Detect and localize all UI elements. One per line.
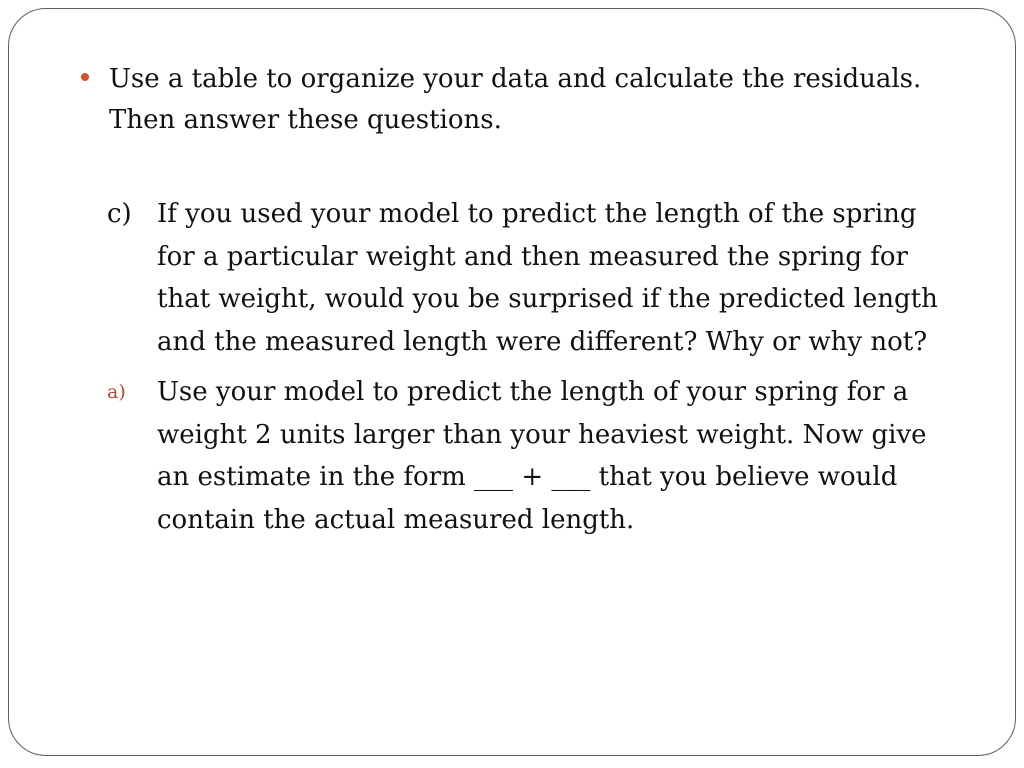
question-a-text bbox=[157, 371, 957, 541]
question-c-text bbox=[157, 193, 957, 363]
question-a-line-4: contain the actual measured length. bbox=[157, 504, 635, 535]
bullet-dot-icon bbox=[81, 73, 89, 81]
main-bullet-line-1: Use a table to organize your data and calculate the residuals. bbox=[109, 64, 922, 94]
question-c-line-2: for a particular weight and then measured the spring for bbox=[157, 241, 908, 272]
main-bullet bbox=[81, 59, 941, 141]
question-c-marker: c) bbox=[107, 199, 132, 229]
main-bullet-text bbox=[109, 59, 941, 141]
question-a-line-3: an estimate in the form ___ + ___ that you believe would bbox=[157, 462, 898, 492]
question-c-line-4: and the measured length were different? Why or why not? bbox=[157, 326, 928, 357]
slide-frame bbox=[8, 8, 1016, 756]
question-a-line-1: Use your model to predict the length of your spring for a bbox=[157, 377, 909, 407]
main-bullet-line-2: Then answer these questions. bbox=[109, 105, 502, 135]
question-a-marker: a) bbox=[107, 381, 126, 403]
question-a-line-2: weight 2 units larger than your heaviest weight. Now give bbox=[157, 419, 927, 450]
slide-content bbox=[9, 9, 1015, 755]
question-c-line-1: If you used your model to predict the length of the spring bbox=[157, 199, 917, 229]
question-c-line-3: that weight, would you be surprised if the predicted length bbox=[157, 284, 938, 314]
